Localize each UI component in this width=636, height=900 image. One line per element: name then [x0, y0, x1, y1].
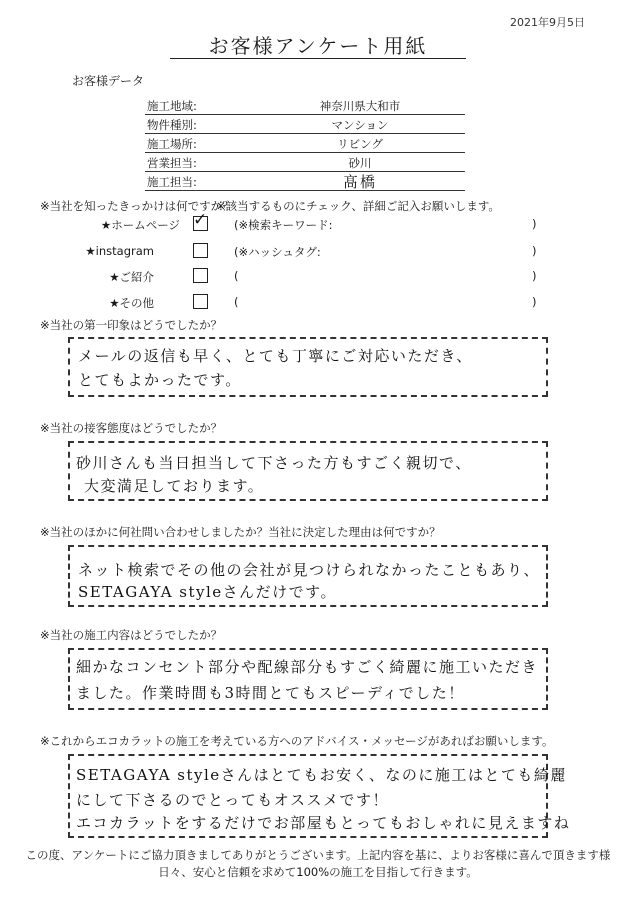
- customer-row-place: [145, 134, 465, 153]
- q6-answer-line: エコカラットをするだけでお部屋もとってもおしゃれに見えますね: [76, 814, 571, 832]
- q6-question: ※これからエコカラットの施工を考えている方へのアドバイス・メッセージがあればお願いします。: [40, 734, 554, 748]
- close-paren: ): [532, 217, 537, 231]
- option-other-label: ★その他: [109, 296, 154, 310]
- option-referral-label: ★ご紹介: [109, 270, 154, 284]
- survey-date: 2021年9月5日: [510, 16, 585, 29]
- q2-question: ※当社の第一印象はどうでしたか？: [40, 318, 223, 332]
- q4-answer-box[interactable]: [68, 545, 548, 607]
- footer-line: 日々、安心と信頼を求めて100%の施工を目指して行きます。: [158, 865, 478, 879]
- homepage-checkbox[interactable]: [193, 210, 208, 231]
- footer-line: この度、アンケートにご協力頂きましてありがとうございます。上記内容を基に、よりお客様に喜んで頂きます様: [25, 848, 611, 862]
- q4-answer-line: ネット検索でその他の会社が見つけられなかったこともあり、: [78, 561, 541, 579]
- customer-data-table: [145, 96, 465, 191]
- option-other-detail: (: [234, 295, 239, 309]
- row-value: 砂川: [348, 156, 372, 170]
- q5-answer-line: 細かなコンセント部分や配線部分もすごく綺麗に施工いただき: [76, 658, 539, 676]
- q3-answer-box[interactable]: [68, 441, 548, 501]
- customer-row-sales: [145, 153, 465, 172]
- customer-row-area: [145, 96, 465, 115]
- q3-answer-line: 砂川さんも当日担当して下さった方もすごく親切で、: [76, 454, 472, 472]
- row-value: 髙橋: [342, 173, 377, 191]
- q2-answer-line: とてもよかったです。: [78, 371, 242, 389]
- customer-row-property: [145, 115, 465, 134]
- q3-answer-line: 大変満足しております。: [84, 477, 265, 495]
- row-label: 施工場所:: [147, 136, 282, 152]
- option-homepage-label: ★ホームページ: [100, 218, 180, 232]
- row-label: 施工担当:: [147, 174, 282, 190]
- other-checkbox[interactable]: [193, 294, 208, 309]
- q5-answer-box[interactable]: [68, 648, 548, 710]
- q4-answer-line: SETAGAYA styleさんだけです。: [78, 583, 337, 601]
- row-value: 神奈川県大和市: [319, 99, 401, 113]
- customer-row-installer: [145, 172, 465, 191]
- q1-question: ※当社を知ったきっかけは何ですか？: [40, 199, 234, 213]
- option-referral-detail: (: [234, 269, 239, 283]
- footer-message: [0, 847, 636, 881]
- q6-answer-line: SETAGAYA styleさんはとてもお安く、なのに施工はとても綺麗: [76, 766, 567, 784]
- close-paren: ): [532, 269, 537, 283]
- row-label: 物件種別:: [147, 117, 282, 133]
- close-paren: ): [532, 295, 537, 309]
- row-label: 施工地域:: [147, 98, 282, 114]
- option-homepage-detail: (※検索キーワード:: [234, 218, 333, 232]
- referral-checkbox[interactable]: [193, 268, 208, 283]
- row-value: マンション: [331, 118, 389, 132]
- close-paren: ): [532, 244, 537, 258]
- option-instagram-label: ★instagram: [85, 244, 154, 258]
- title-underline: [170, 58, 466, 59]
- check-mark-icon: ✓: [193, 210, 208, 230]
- option-instagram-detail: (※ハッシュタグ:: [234, 245, 321, 259]
- q4-question: ※当社のほかに何社問い合わせしましたか？当社に決定した理由は何ですか？: [40, 525, 441, 539]
- q5-answer-line: ました。作業時間も3時間とてもスピーディでした！: [76, 684, 465, 702]
- q3-question: ※当社の接客態度はどうでしたか？: [40, 421, 223, 435]
- q6-answer-box[interactable]: [68, 754, 571, 838]
- row-label: 営業担当:: [147, 155, 282, 171]
- q1-instruction: ※該当するものにチェック、詳細ご記入お願いします。: [216, 199, 500, 213]
- q2-answer-line: メールの返信も早く、とても丁寧にご対応いただき、: [78, 347, 473, 365]
- q6-answer-line: にして下さるのでとってもオススメです！: [76, 791, 390, 809]
- page-title: お客様アンケート用紙: [208, 34, 428, 58]
- instagram-checkbox[interactable]: [193, 243, 208, 258]
- q5-question: ※当社の施工内容はどうでしたか？: [40, 628, 223, 642]
- row-value: リビング: [337, 137, 383, 151]
- customer-section-title: お客様データ: [72, 74, 145, 88]
- q2-answer-box[interactable]: [68, 337, 548, 397]
